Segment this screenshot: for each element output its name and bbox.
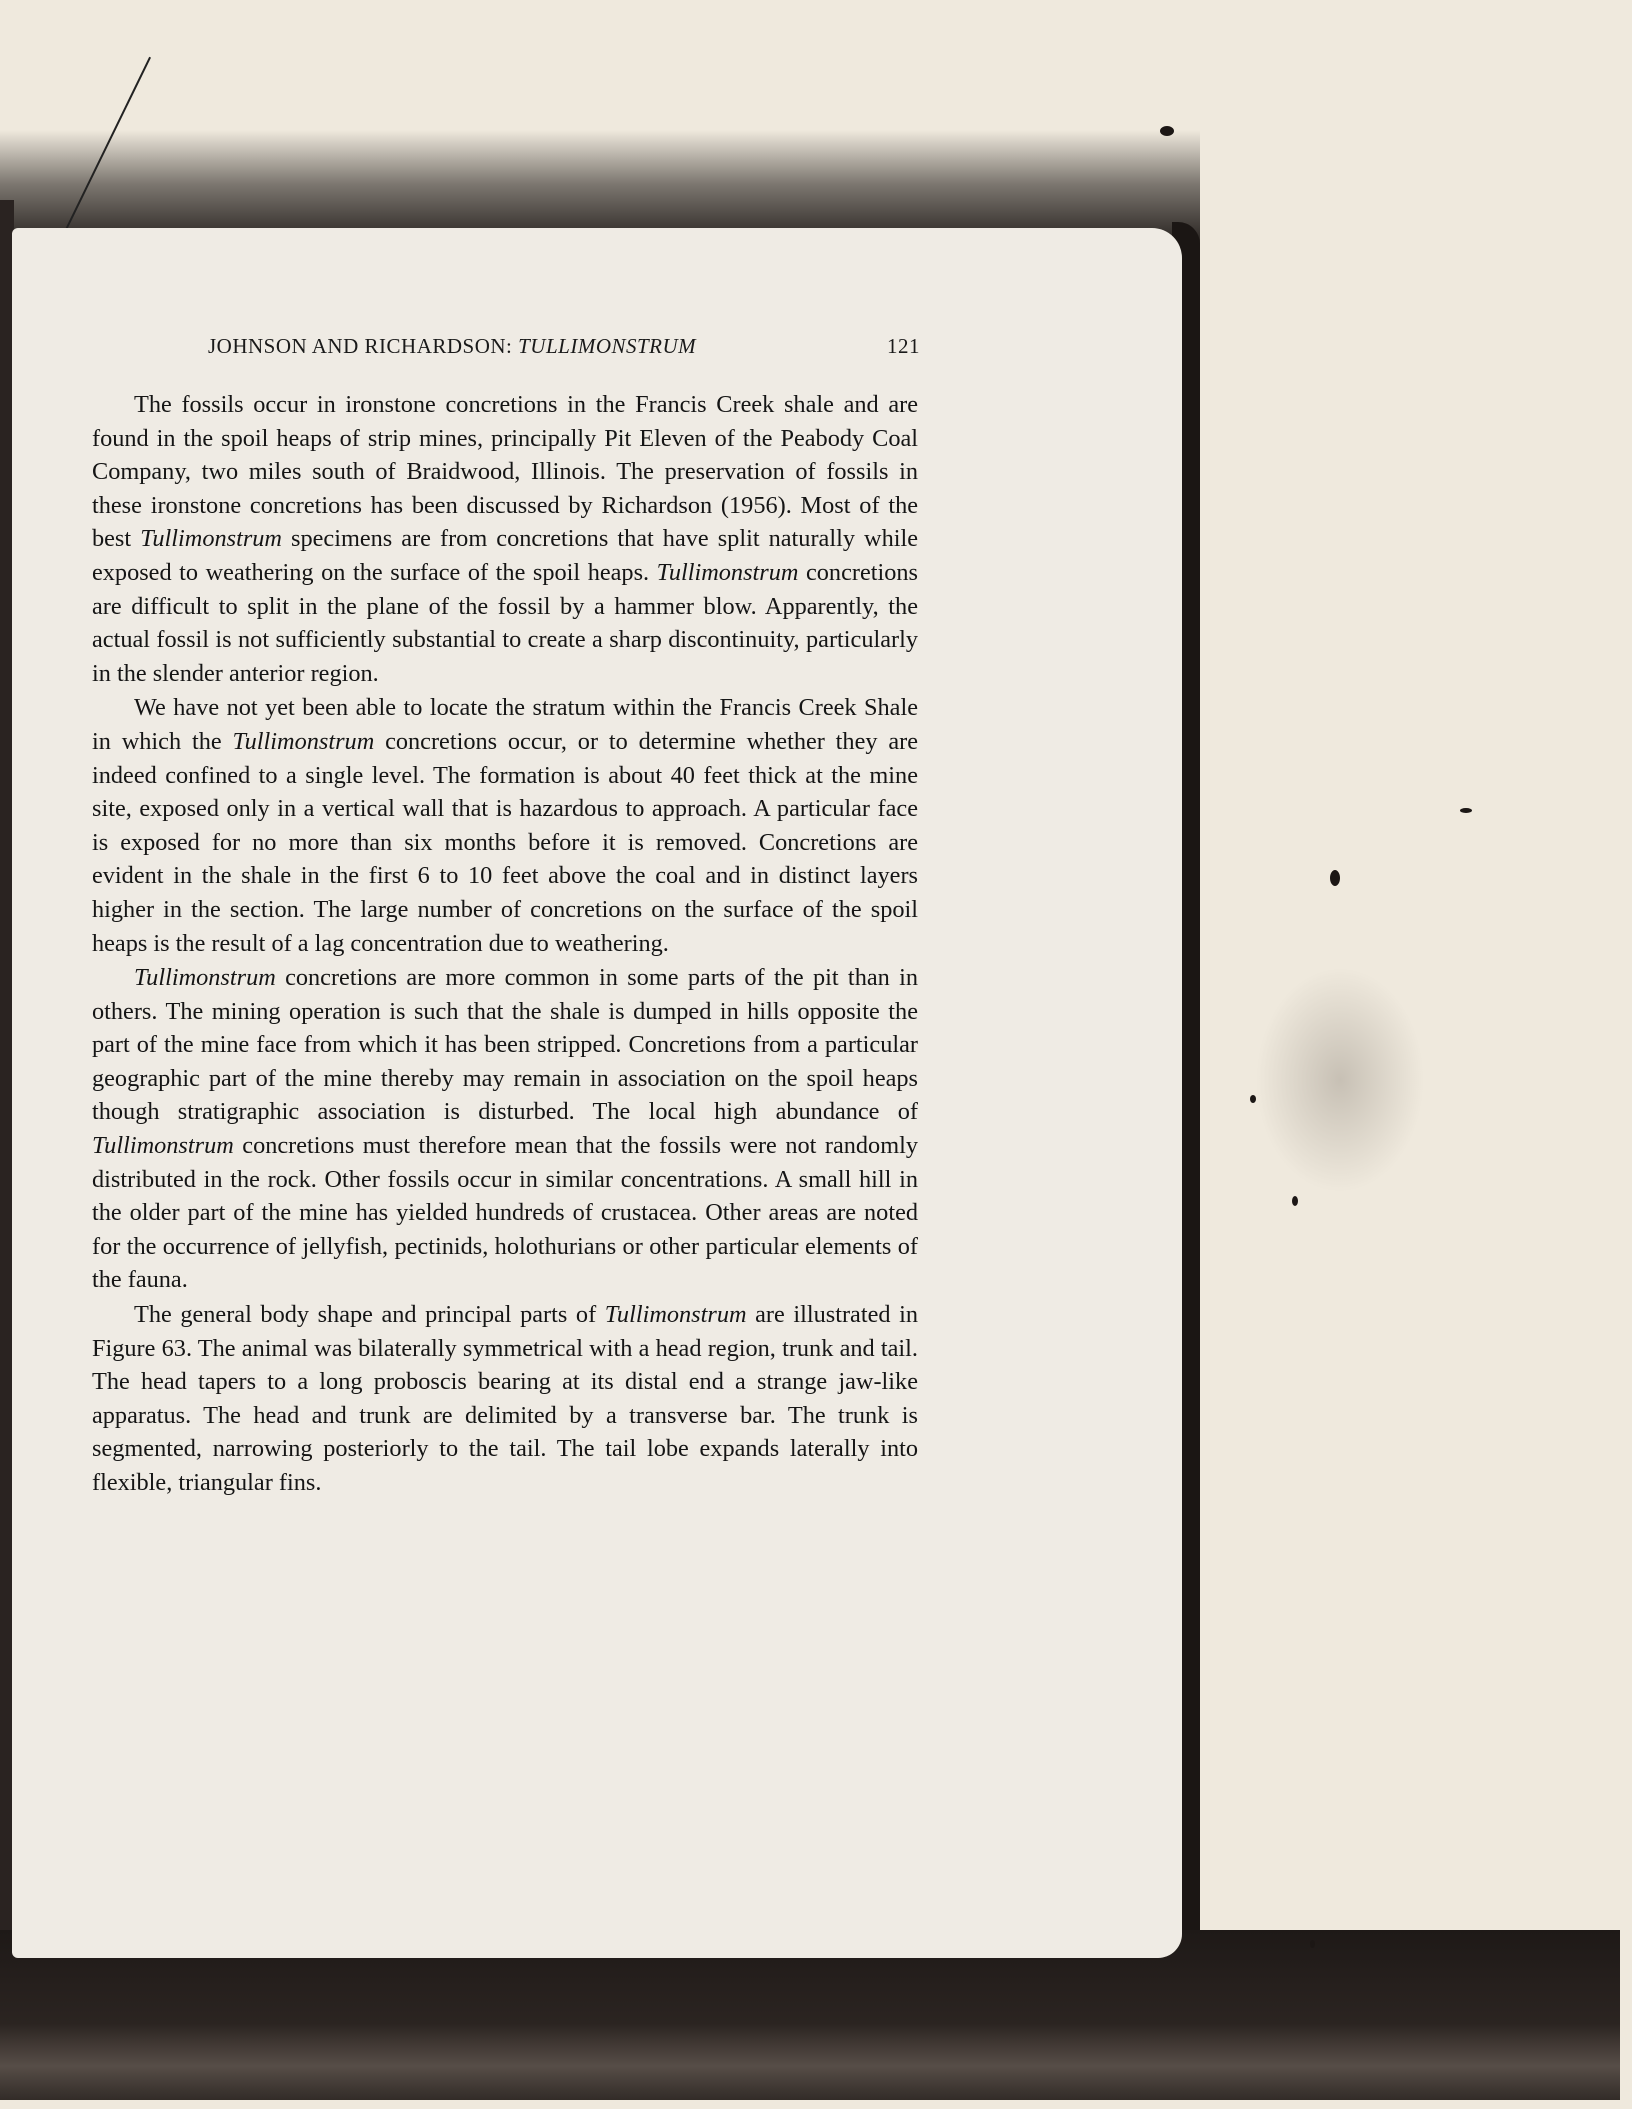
text-segment: The fossils occur in ironstone concretions in the Francis Creek shale and are found in the spoil heaps of strip mines, principally Pit Eleven of the Peabody Coal Company, two miles south of Braidwood, Illinois. The preservation of fossils in these ironstone concretions has been discussed by Richardson (1956). Most of the best (92, 391, 918, 553)
italic-term: Tullimonstrum (92, 1132, 234, 1160)
paragraph (92, 961, 918, 1297)
paragraph (92, 1298, 918, 1500)
dust-speck (1330, 870, 1340, 886)
text-segment: We have not yet been able to locate the stratum within the Francis Creek Shale in which the (92, 694, 918, 755)
italic-term: Tullimonstrum (140, 525, 282, 553)
italic-term: Tullimonstrum (232, 727, 375, 755)
running-head (208, 334, 920, 368)
running-head-authors: JOHNSON AND RICHARDSON: (208, 334, 519, 358)
paragraph (92, 691, 918, 960)
text-segment: concretions occur, or to determine whether they are indeed confined to a single level. The formation is about 40 feet thick at the mine site, exposed only in a vertical wall that is hazardous to approach. A particular face is exposed for no more than six months before it is removed. Concretions are evident in the shale in the first 6 to 10 feet above the coal and in distinct layers higher in the section. The large number of concretions on the surface of the spoil heaps is the result of a lag concentration due to weathering. (92, 727, 918, 957)
paragraph (92, 388, 918, 690)
text-segment: concretions are more common in some parts of the pit than in others. The mining operation is such that the shale is dumped in hills opposite the part of the mine face from which it has been stripped. Concretions from a particular geographic part of the mine thereby may remain in association on the spoil heaps though stratigraphic association is disturbed. The local high abundance of (92, 964, 918, 1126)
text-segment: specimens are from concretions that have split naturally while exposed to weathering on the surface of the spoil heaps. (92, 525, 919, 586)
dust-speck (1460, 808, 1472, 813)
italic-term: Tullimonstrum (134, 964, 276, 992)
dust-speck (1310, 1940, 1315, 1948)
text-segment: The general body shape and principal parts of (134, 1301, 605, 1329)
page-number: 121 (887, 334, 920, 358)
italic-term: Tullimonstrum (656, 558, 799, 586)
running-head-title (208, 334, 696, 359)
dust-speck (1160, 126, 1174, 136)
running-head-italic-title: TULLIMONSTRUM (518, 334, 697, 358)
dust-speck (1292, 1196, 1298, 1206)
text-segment: concretions must therefore mean that the fossils were not randomly distributed in the rock. Other fossils occur in similar concentrations. A small hill in the older part of the mine has yielded hundreds of crustacea. Other areas are noted for the occurrence of jellyfish, pectinids, holothurians or other particular elements of the fauna. (92, 1132, 918, 1294)
italic-term: Tullimonstrum (604, 1301, 747, 1329)
body-text (92, 388, 918, 1500)
text-segment: are illustrated in Figure 63. The animal was bilaterally symmetrical with a head region, trunk and tail. The head tapers to a long proboscis bearing at its distal end a strange jaw-like apparatus. The head and trunk are delimited by a transverse bar. The trunk is segmented, narrowing posteriorly to the tail. The tail lobe expands laterally into flexible, triangular fins. (92, 1301, 918, 1496)
text-segment: concretions are difficult to split in the plane of the fossil by a hammer blow. Apparently, the actual fossil is not sufficiently substantial to create a sharp discontinuity, particularly in the slender anterior region. (92, 558, 918, 687)
dust-speck (1250, 1095, 1256, 1103)
